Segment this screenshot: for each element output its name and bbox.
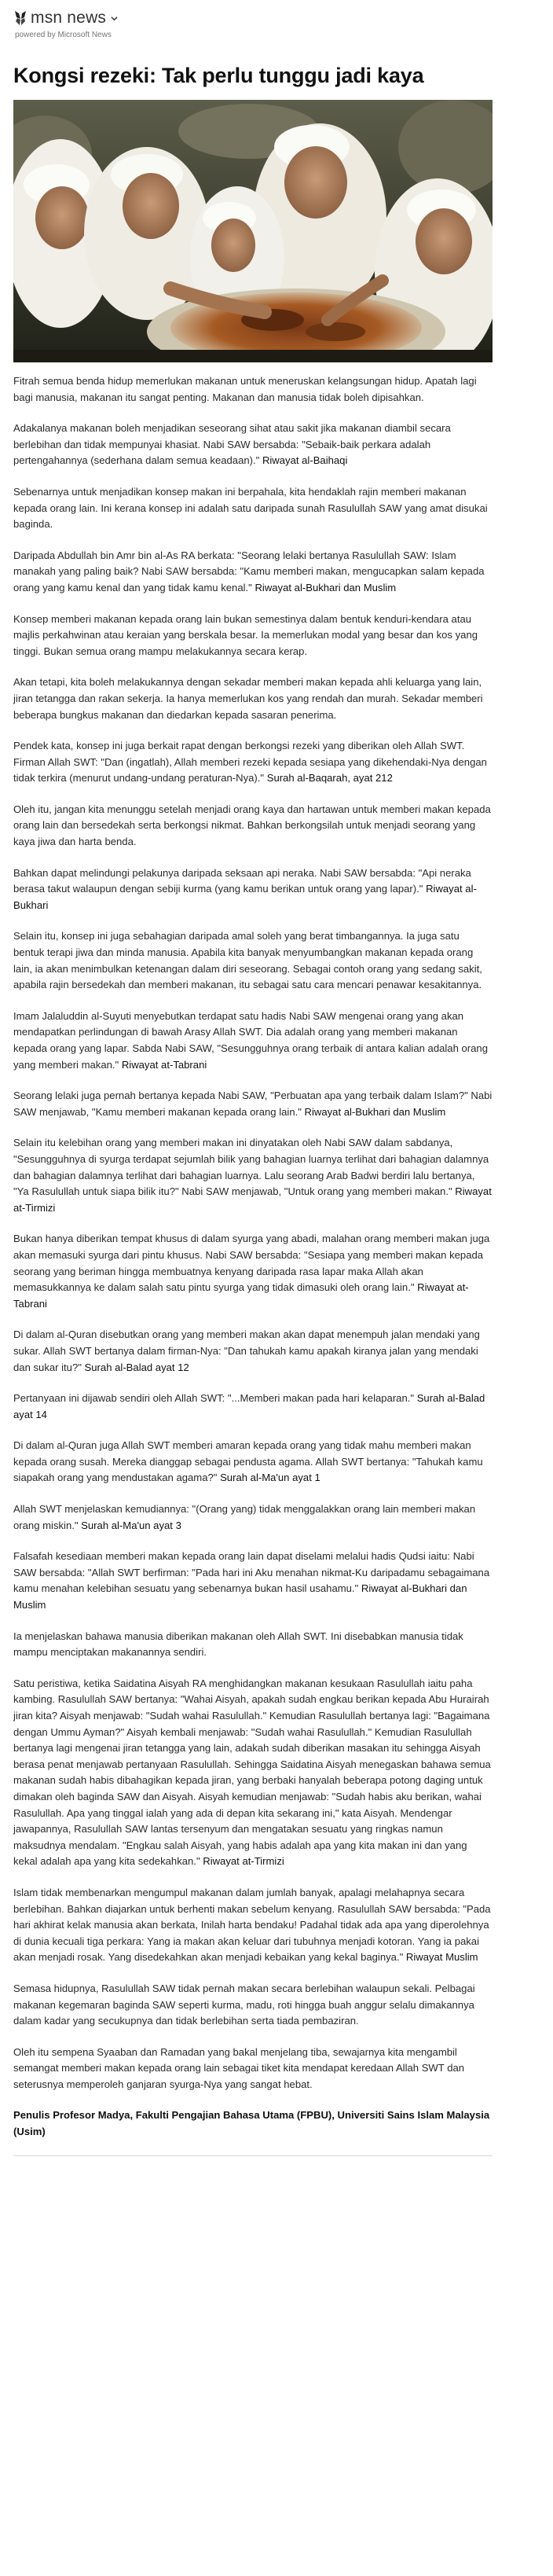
citation: Riwayat al-Bukhari dan Muslim (13, 1582, 467, 1611)
paragraph: Adakalanya makanan boleh menjadikan seseorang sihat atau sakit jika makanan diambil secara berlebihan dan tidak mempunyai khasiat. Nabi SAW bersabda: "Sebaik-baik perkara adalah pertengahannya (sederhana dalam semua keadaan)." Riwayat al-Baihaqi (13, 422, 451, 467)
citation: Riwayat at-Tirmizi (13, 1185, 492, 1214)
citation: Surah al-Balad ayat 14 (13, 1392, 485, 1420)
citation: Surah al-Balad ayat 12 (84, 1361, 189, 1373)
paragraph: Semasa hidupnya, Rasulullah SAW tidak pernah makan secara berlebihan walaupun sekali. Pelbagai makanan kegemaran baginda SAW seperti kurma, madu, roti hingga buah anggur selalu dimakannya dalam kadar yang secukupnya dan tidak berlebihan serta tiada pembaziran. (13, 1982, 475, 2027)
paragraph: Seorang lelaki juga pernah bertanya kepada Nabi SAW, "Perbuatan apa yang terbaik dalam Islam?" Nabi SAW menjawab, "Kamu memberi makanan kepada orang lain." Riwayat al-Bukhari dan Muslim (13, 1090, 493, 1118)
citation: Riwayat al-Bukhari (13, 883, 477, 911)
paragraph: Pertanyaan ini dijawab sendiri oleh Allah SWT: "...Memberi makan pada hari kelaparan." Surah al-Balad ayat 14 (13, 1392, 485, 1420)
citation: Surah al-Baqarah, ayat 212 (266, 772, 393, 785)
paragraph: Islam tidak membenarkan mengumpul makanan dalam jumlah banyak, apalagi melahapnya secara berlebihan. Bahkan diajarkan untuk berhenti makan sebelum kenyang. Rasulullah SAW bersabda: "Pada hari akhirat kelak manusia akan berkata, Inilah harta bendaku! Padahal tidak ada apa yang diperolehnya di dunia kecuali tiga perkara: Yang ia makan akan keluar dari tubuhnya menjadi kotoran. Yang ia pakai akan menjadi rosak. Yang disedekahkan akan menjadi kebaikan yang kekal baginya." Riwayat Muslim (13, 1886, 491, 1964)
hero-photo (13, 100, 493, 362)
paragraph: Selain itu kelebihan orang yang memberi makan ini dinyatakan oleh Nabi SAW dalam sabdanya, "Sesungguhnya di syurga terdapat sejumlah bilik yang bahagian luarnya terlihat dari bahagian dalamnya dan bahagian dalamnya terlihat dari bahagian luarnya. Lalu seorang Arab Badwi berdiri lalu bertanya, "Ya Rasulullah untuk siapa bilik itu?" Nabi SAW menjawab, "Untuk orang yang memberi makan." Riwayat at-Tirmizi (13, 1137, 492, 1214)
citation: Riwayat al-Baihaqi (262, 454, 348, 467)
paragraph: Konsep memberi makanan kepada orang lain bukan semestinya dalam bentuk kenduri-kendara atau majlis perkahwinan atau keraian yang berskala besar. Ia memerlukan modal yang besar dan kos yang tinggi. Bukan semua orang mampu melakukannya secara kerap. (13, 612, 478, 657)
author-bio: Penulis Profesor Madya, Fakulti Pengajian Bahasa Utama (FPBU), Universiti Sains Islam Malaysia (Usim) (13, 2109, 490, 2138)
citation: Riwayat at-Tirmizi (203, 1855, 284, 1868)
citation: Surah al-Ma'un ayat 1 (220, 1472, 320, 1484)
paragraph: Bahkan dapat melindungi pelakunya daripada seksaan api neraka. Nabi SAW bersabda: "Api neraka berasa takut walaupun dengan sebiji kurma (yang kamu berikan untuk orang yang lapar)." Riwayat al-Bukhari (13, 866, 477, 911)
paragraph: Allah SWT menjelaskan kemudiannya: "(Orang yang) tidak menggalakkan orang lain memberi makan orang miskin." Surah al-Ma'un ayat 3 (13, 1503, 476, 1531)
paragraph: Akan tetapi, kita boleh melakukannya dengan sekadar memberi makan kepada ahli keluarga yang lain, jiran tetangga dan rakan sekerja. Ia hanya memerlukan kos yang rendah dan murah. Sekadar memberi beberapa bungkus makanan dan diedarkan kepada sasaran penerima. (13, 676, 483, 721)
brand-link[interactable] (13, 8, 540, 28)
citation: Surah al-Ma'un ayat 3 (81, 1519, 181, 1531)
paragraph: Oleh itu sempena Syaaban dan Ramadan yang bakal menjelang tiba, sewajarnya kita mengambil semangat memberi makan kepada orang lain sebagai tiket kita mendapat keredaan Allah SWT dan seterusnya memperoleh ganjaran syurga-Nya yang sangat hebat. (13, 2045, 465, 2090)
powered-by-text: powered by Microsoft News (15, 31, 112, 39)
paragraph: Di dalam al-Quran juga Allah SWT memberi amaran kepada orang yang tidak mahu memberi makan kepada orang susah. Mereka dianggap sebagai pendusta agama. Allah SWT bertanya: "Tahukah kamu siapakah orang yang mendustakan agama?" Surah al-Ma'un ayat 1 (13, 1439, 483, 1484)
site-header (13, 0, 540, 47)
paragraph: Daripada Abdullah bin Amr bin al-As RA berkata: "Seorang lelaki bertanya Rasulullah SAW: Islam manakah yang paling baik? Nabi SAW bersabda: "Kamu memberi makan, mengucapkan salam kepada orang yang kamu kenal dan yang tidak kamu kenal." Riwayat al-Bukhari dan Muslim (13, 549, 485, 593)
paragraph: Fitrah semua benda hidup memerlukan makanan untuk meneruskan kelangsungan hidup. Apatah lagi bagi manusia, makanan itu sangat penting. Makanan dan manusia tidak boleh dipisahkan. (13, 375, 477, 403)
paragraph: Falsafah kesediaan memberi makan kepada orang lain dapat diselami melalui hadis Qudsi iaitu: Nabi SAW bersabda: "Allah SWT berfirman: "Pada hari ini Aku menahan nikmat-Ku daripadamu sebagaimana kamu menahan kelebihan sesuatu yang sebenarnya bukan hasil usahamu." Riwayat al-Bukhari dan Muslim (13, 1550, 490, 1611)
citation: Riwayat al-Bukhari dan Muslim (304, 1105, 446, 1118)
brand-name: msn news (31, 9, 107, 27)
article-end-divider (13, 2155, 493, 2156)
paragraph: Bukan hanya diberikan tempat khusus di dalam syurga yang abadi, malahan orang memberi makan juga akan memasuki syurga dari pintu khusus. Nabi SAW bersabda: "Sesiapa yang memberi makan kepada seorang yang beriman hingga membuatnya kenyang daripada rasa lapar maka Allah akan memasukkannya ke dalam salah satu pintu syurga yang tidak dimasuki oleh orang lain." Riwayat at-Tabrani (13, 1233, 490, 1310)
msn-butterfly-icon (13, 10, 27, 26)
paragraph: Di dalam al-Quran disebutkan orang yang memberi makan akan dapat menempuh jalan mendaki yang sukar. Allah SWT bertanya dalam firman-Nya: "Dan tahukah kamu apakah kiranya jalan yang mendaki dan sukar itu?" Surah al-Balad ayat 12 (13, 1328, 480, 1373)
article-hero-image (13, 100, 493, 362)
paragraph: Sebenarnya untuk menjadikan konsep makan ini berpahala, kita hendaklah rajin memberi makanan kepada orang lain. Ini kerana konsep ini adalah satu daripada sunah Rasulullah SAW yang amat disukai baginda. (13, 485, 488, 531)
citation: Riwayat Muslim (405, 1951, 478, 1964)
paragraph: Satu peristiwa, ketika Saidatina Aisyah RA menghidangkan makanan kesukaan Rasulullah iaitu paha kambing. Rasulullah SAW bertanya: "Wahai Aisyah, apakah sudah engkau berikan kepada Abu Hurairah jiran kita? Aisyah menjawab: "Sudah wahai Rasulullah." Kemudian Rasulullah bertanya lagi: "Bagaimana dengan Ummu Ayman?" Aisyah kembali menjawab: "Sudah wahai Rasulullah." Kemudian Rasulullah bertanya lagi mengenai jiran tetangga yang lain, adakah sudah diberikan masakan itu sehingga Aisyah berasa penat menjawab pertanyaan Rasulullah. Sehingga Saidatina Aisyah menegaskan bahawa semua makanan sudah habis dibahagikan kepada jiran, yang berbaki hanyalah beberapa potong daging untuk dimakan oleh baginda SAW dan Aisyah. Aisyah kemudian menjawab: "Sudah habis aku berikan, wahai Rasulullah. Apa yang tinggal ialah yang ada di depan kita sekarang ini," kata Aisyah. Mendengar jawapannya, Rasulullah SAW lantas tersenyum dan mengatakan sesuatu yang ringkas namun maksudnya mendalam. "Engkau salah Aisyah, yang habis adalah apa yang kita makan ini dan yang kekal adalah apa yang kita sedekahkan." Riwayat at-Tirmizi (13, 1677, 491, 1868)
paragraph: Ia menjelaskan bahawa manusia diberikan makanan oleh Allah SWT. Ini disebabkan manusia tidak mampu menciptakan makanannya sendiri. (13, 1630, 463, 1659)
article-body (13, 373, 493, 2141)
paragraph: Imam Jalaluddin al-Suyuti menyebutkan terdapat satu hadis Nabi SAW mengenai orang yang akan mendapatkan perlindungan di bawah Arasy Allah SWT. Dia adalah orang yang memberi makanan kepada orang yang lapar. Sabda Nabi SAW, "Sesungguhnya orang terbaik di antara kalian adalah orang yang memberi makan." Riwayat at-Tabrani (13, 1009, 488, 1071)
citation: Riwayat at-Tabrani (13, 1281, 469, 1310)
citation: Riwayat at-Tabrani (121, 1058, 207, 1071)
paragraph: Oleh itu, jangan kita menunggu setelah menjadi orang kaya dan hartawan untuk memberi makan kepada orang lain dan bersedekah serta berkongsi nikmat. Bahkan berkongsilah untuk menjadi seorang yang kaya jiwa dan harta benda. (13, 803, 491, 848)
article-title: Kongsi rezeki: Tak perlu tunggu jadi kaya (13, 64, 424, 87)
chevron-down-icon[interactable] (111, 15, 118, 22)
paragraph: Selain itu, konsep ini juga sebahagian daripada amal soleh yang berat timbangannya. Ia juga satu bentuk terapi jiwa dan minda manusia. Apabila kita banyak menyumbangkan makanan kepada orang lain, ia akan menimbulkan ketenangan dalam diri seseorang. Sebagai contoh orang yang sedang sakit, apabila rajin bersedekah dan memberi makanan, itu sebagai satu cara mencari penawar kesakitannya. (13, 930, 482, 991)
paragraph: Pendek kata, konsep ini juga berkait rapat dengan berkongsi rezeki yang diberikan oleh Allah SWT. Firman Allah SWT: "Dan (ingatlah), Allah memberi rezeki kepada sesiapa yang dikehendaki-Nya dengan tidak terkira (menurut undang-undang peraturan-Nya)." Surah al-Baqarah, ayat 212 (13, 740, 487, 785)
citation: Riwayat al-Bukhari dan Muslim (255, 581, 397, 593)
